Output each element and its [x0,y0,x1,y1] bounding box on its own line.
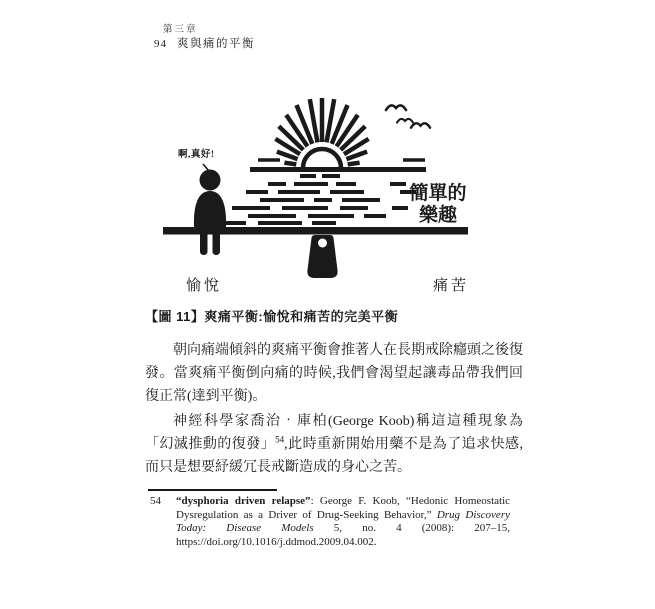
paragraph-2 [145,410,523,479]
page-number: 94 [154,38,167,50]
chapter-label: 第三章 [163,25,198,35]
fulcrum-weight-icon [307,235,337,278]
footnote-segment-1: : George F. Koob, “Hedonic Homeostatic Dysregulation as a Driver of Drug-Seeking Behavior,” [176,495,511,521]
water-reflection [212,176,416,223]
footnote-reference: 54 [275,434,285,445]
figure-caption: 【圖 11】爽痛平衡:愉悅和痛苦的完美平衡 [145,309,399,324]
paragraph-2-text-before-note: 神經科學家喬治‧庫柏(George Koob)稱這這種現象為「幻滅推動的復發」 [145,414,523,452]
footnote-separator [148,489,277,491]
seesaw-beam [163,227,468,235]
running-header [154,35,255,51]
simple-pleasures-line2: 樂趣 [418,204,457,226]
footnote [150,495,522,549]
body-text [145,339,523,479]
paragraph-1: 朝向痛端傾斜的爽痛平衡會推著人在長期戒除癮頭之後復發。當爽痛平衡倒向痛的時候,我們會渴望起讓毒品帶我們回復正常(達到平衡)。 [145,343,523,404]
pain-label: 痛苦 [433,278,470,294]
speech-bubble-text: 啊,真好! [178,150,215,160]
footnote-number: 54 [150,495,161,507]
running-title: 爽與痛的平衡 [177,38,255,50]
paragraph-2-text-after-note: ,此時重新開始用藥不是為了追求快感,而只是想要紓緩冗長戒斷造成的身心之苦。 [145,437,524,475]
pleasure-label: 愉悅 [186,278,223,294]
footnote-segment-2: 5, no. 4 (2008): 207–15, https://doi.org/10.1016/j.ddmod.2009.04.002. [176,522,510,548]
simple-pleasures-label [402,183,474,226]
sun-icon [258,98,425,168]
footnote-text [176,495,510,549]
footnote-journal-title: Drug Discovery Today: Disease Models [176,508,510,535]
simple-pleasures-line1: 簡單的 [409,183,467,204]
birds-icon [386,105,430,127]
footnote-lead-bold: “dysphoria driven relapse” [176,495,311,507]
person-icon [194,170,226,256]
